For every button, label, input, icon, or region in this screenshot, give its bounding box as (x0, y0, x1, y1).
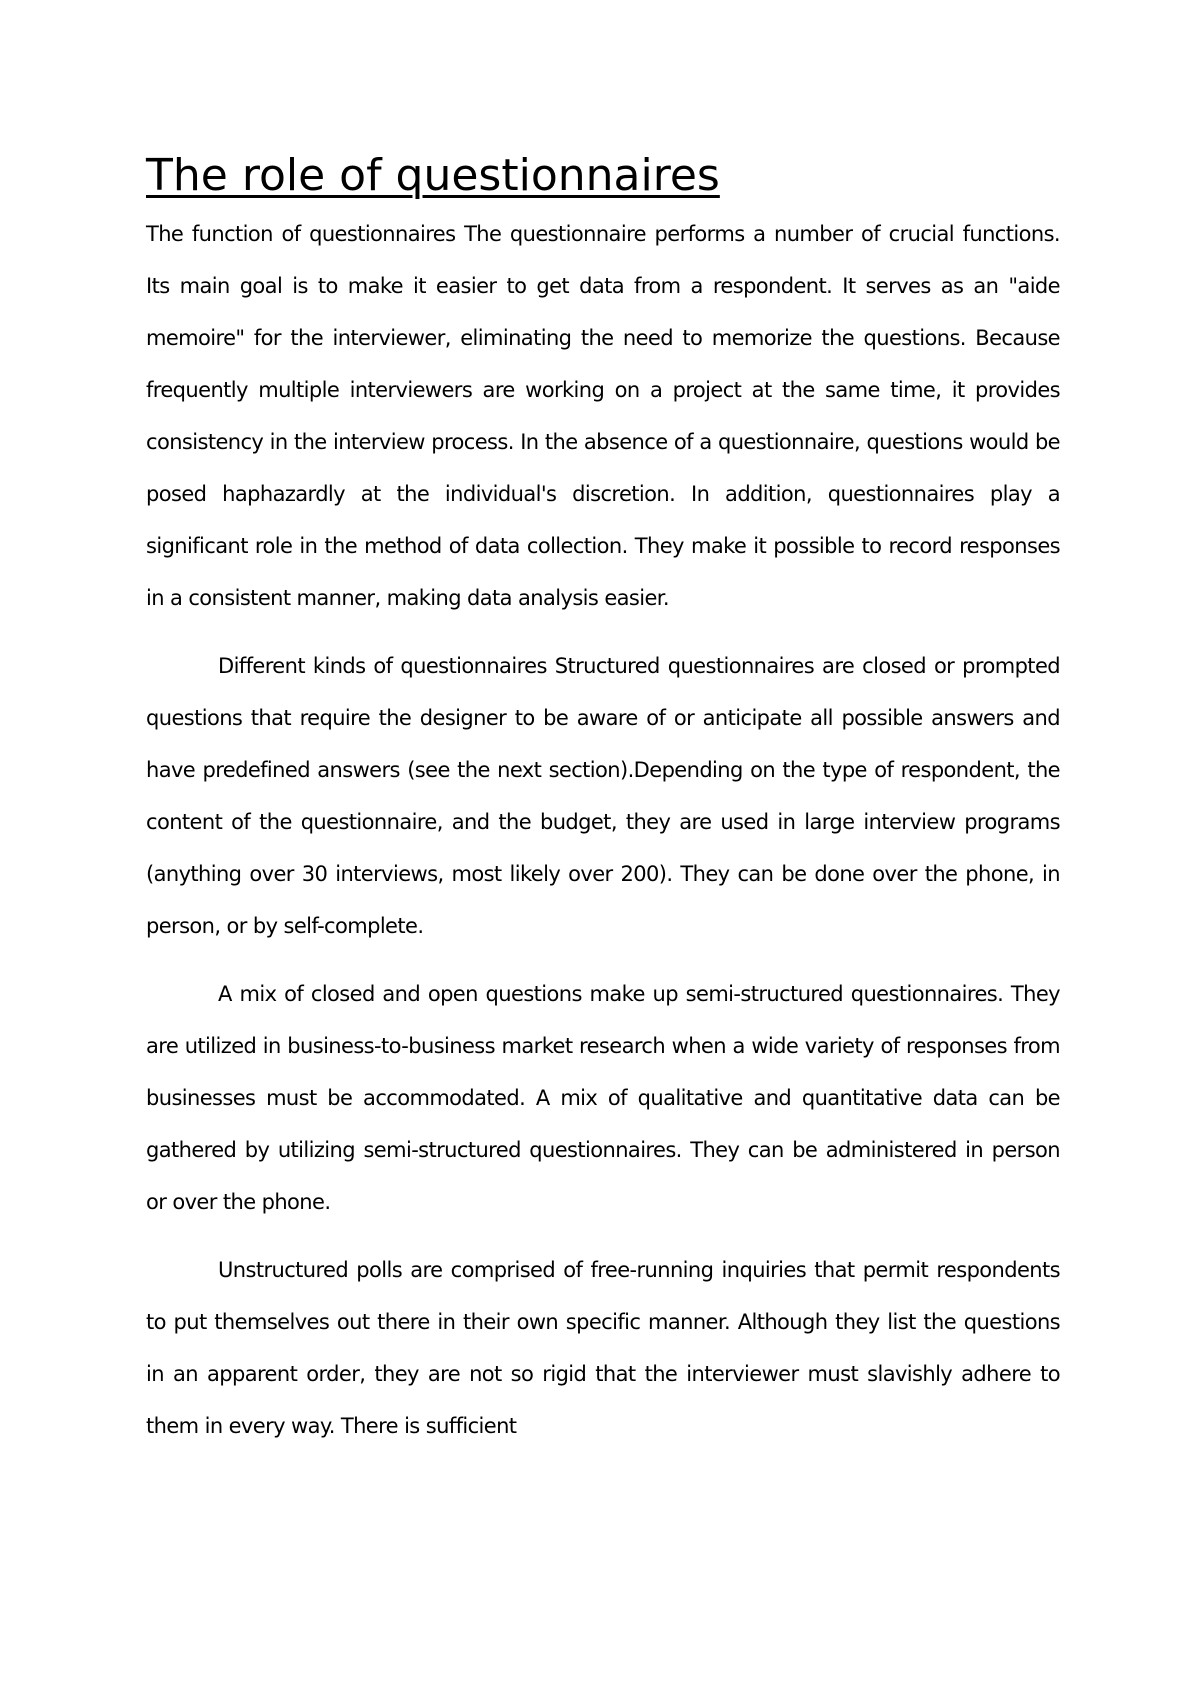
paragraph-unstructured: Unstructured polls are comprised of free-running inquiries that permit respondents to put themselves out there in their own specific manner. Although they list the questions in an apparent order, they are not so rigid that the interviewer must slavishly adhere to them in every way. There is sufficient (146, 1258, 1060, 1438)
paragraph-function: The function of questionnaires The questionnaire performs a number of crucial functions. Its main goal is to make it easier to get data from a respondent. It serves as an "aide memoire" for the interviewer, eliminating the need to memorize the questions. Because frequently multiple interviewers are working on a project at the same time, it provides consistency in the interview process. In the absence of a questionnaire, questions would be posed haphazardly at the individual's discretion. In addition, questionnaires play a significant role in the method of data collection. They make it possible to record responses in a consistent manner, making data analysis easier. (146, 222, 1060, 610)
document-title: The role of questionnaires (146, 150, 720, 201)
paragraph-semi-structured: A mix of closed and open questions make up semi-structured questionnaires. They are utilized in business-to-business market research when a wide variety of responses from businesses must be accommodated. A mix of qualitative and quantitative data can be gathered by utilizing semi-structured questionnaires. They can be administered in person or over the phone. (146, 982, 1060, 1214)
document-body (146, 150, 1060, 1452)
paragraph-kinds: Different kinds of questionnaires Structured questionnaires are closed or prompted questions that require the designer to be aware of or anticipate all possible answers and have predefined answers (see the next section).Depending on the type of respondent, the content of the questionnaire, and the budget, they are used in large interview programs (anything over 30 interviews, most likely over 200). They can be done over the phone, in person, or by self-complete. (146, 654, 1060, 938)
